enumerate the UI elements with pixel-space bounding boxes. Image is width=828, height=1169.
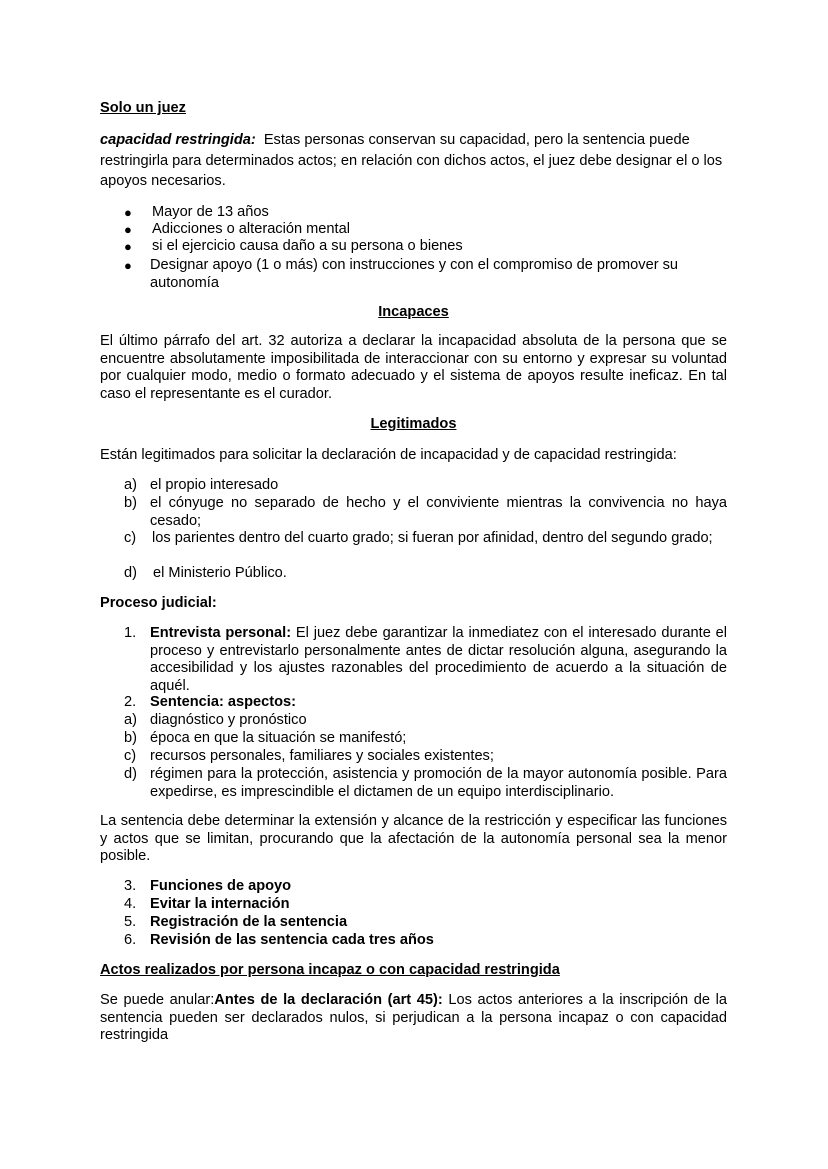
list-item: ● Mayor de 13 años: [124, 204, 269, 220]
list-item: 2. Sentencia: aspectos:: [124, 694, 727, 712]
incapaces-paragraph: El último párrafo del art. 32 autoriza a declarar la incapacidad absoluta de la persona que se encuentre absolutamente imposibilitada de interaccionar con su entorno y expresar su voluntad por cualquier modo, medio o formato adecuado y el sistema de apoyos resulte ineficaz. En tal caso el representante es el curador.: [100, 333, 727, 402]
list-item: d) régimen para la protección, asistencia y promoción de la mayor autonomía posible. Para expedirse, es imprescindible el dictamen de un equipo interdisciplinario.: [124, 766, 727, 800]
list-item: 4. Evitar la internación: [124, 896, 290, 912]
legitimados-paragraph: Están legitimados para solicitar la declaración de incapacidad y de capacidad restringida:: [100, 447, 677, 463]
heading-actos-realizados: Actos realizados por persona incapaz o con capacidad restringida: [100, 962, 560, 978]
list-item: ● si el ejercicio causa daño a su persona o bienes: [124, 238, 463, 254]
heading-proceso-judicial: Proceso judicial:: [100, 595, 217, 611]
anular-paragraph: Se puede anular:Antes de la declaración (art 45): Los actos anteriores a la inscripción de la sentencia pueden ser declarados nulos, si perjudican a la persona incapaz o con capacidad restringida: [100, 992, 727, 1044]
sentencia-paragraph: La sentencia debe determinar la extensión y alcance de la restricción y especificar las funciones y actos que se limitan, procurando que la afectación de la autonomía personal sea la menor posible.: [100, 813, 727, 865]
capacidad-restringida-paragraph: [100, 130, 727, 192]
capacidad-restringida-text: Estas personas conservan su capacidad, pero la sentencia puede restringirla para determinados actos; en relación con dichos actos, el juez debe designar el o los apoyos necesarios.: [100, 132, 723, 189]
sentencia-aspectos-term: Sentencia: aspectos:: [150, 694, 296, 710]
list-item: 5. Registración de la sentencia: [124, 914, 348, 930]
list-item: ● Adicciones o alteración mental: [124, 221, 350, 237]
bullet-icon: ●: [124, 239, 132, 254]
heading-solo-un-juez: Solo un juez: [100, 100, 186, 116]
list-item: b) época en que la situación se manifestó;: [124, 730, 407, 746]
list-item: a) el propio interesado: [124, 477, 279, 493]
list-item: 3. Funciones de apoyo: [124, 878, 292, 894]
list-item: c) recursos personales, familiares y sociales existentes;: [124, 748, 494, 764]
list-item: 6. Revisión de las sentencia cada tres años: [124, 932, 434, 948]
bullet-icon: ●: [124, 205, 132, 220]
antes-declaracion-term: Antes de la declaración (art 45):: [214, 992, 443, 1008]
capacidad-restringida-term: capacidad restringida:: [100, 132, 256, 148]
heading-legitimados: Legitimados: [370, 416, 457, 432]
heading-incapaces: Incapaces: [378, 304, 449, 320]
bullet-icon: ●: [124, 258, 132, 273]
list-item: a) diagnóstico y pronóstico: [124, 712, 307, 728]
bullet-icon: ●: [124, 222, 132, 237]
list-item: 1. Entrevista personal: El juez debe garantizar la inmediatez con el interesado durante el proceso y entrevistarlo personalmente antes de dictar resolución alguna, asegurando la accesibilidad y los ajustes razonables del procedimiento de acuerdo a la situación de aquél.: [124, 625, 728, 694]
entrevista-personal-term: Entrevista personal:: [150, 625, 292, 641]
list-item: b) el cónyuge no separado de hecho y el conviviente mientras la convivencia no haya cesado;: [124, 495, 727, 529]
list-item: c) los parientes dentro del cuarto grado; si fueran por afinidad, dentro del segundo grado;: [124, 530, 713, 546]
list-item: d) el Ministerio Público.: [124, 565, 287, 581]
list-item: ● Designar apoyo (1 o más) con instrucciones y con el compromiso de promover su autonomía: [124, 257, 679, 291]
